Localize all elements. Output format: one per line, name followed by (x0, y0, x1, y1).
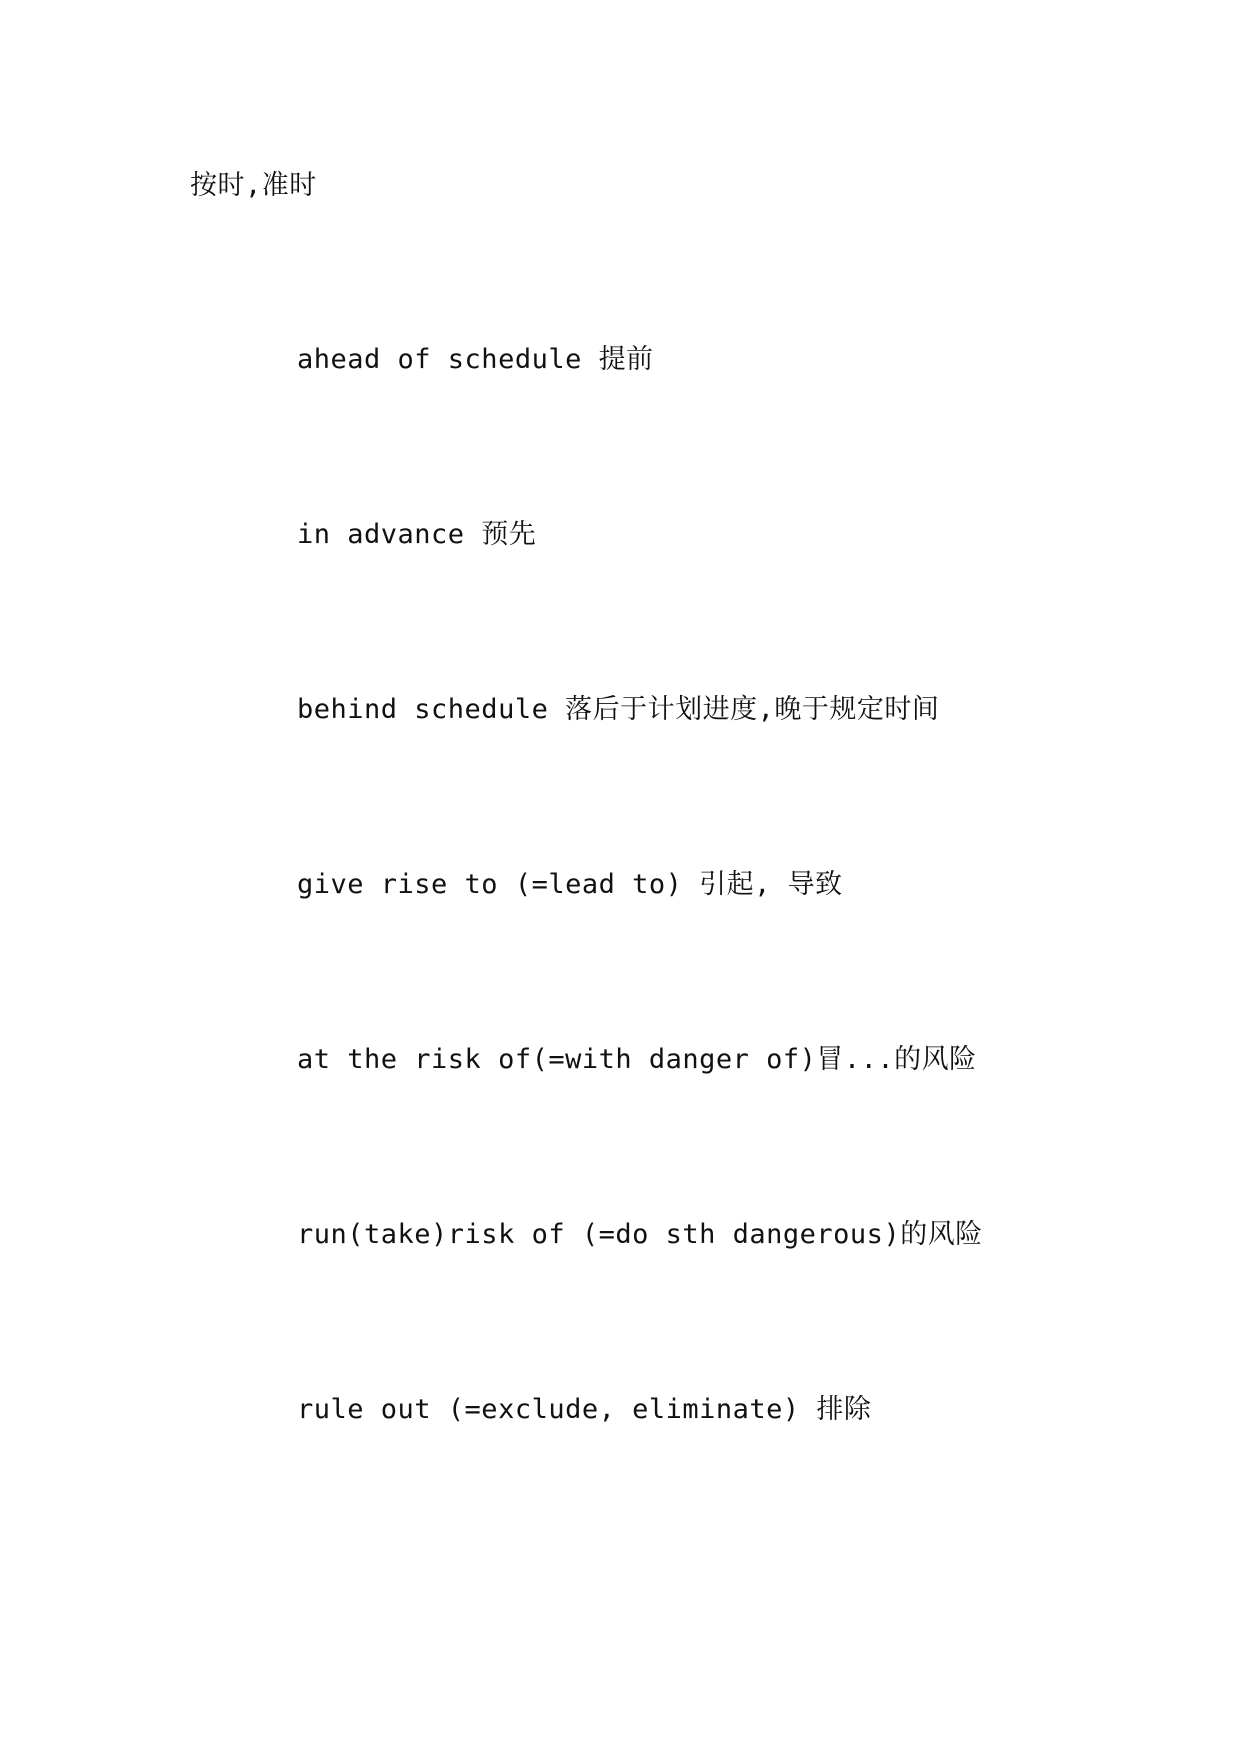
phrase-entry: ahead of schedule 提前 (297, 344, 654, 375)
phrase-entry: rule out (=exclude, eliminate) 排除 (297, 1394, 872, 1425)
phrase-entry: in advance 预先 (297, 519, 537, 550)
text-line: 按时,准时 (190, 170, 317, 201)
phrase-entry: behind schedule 落后于计划进度,晚于规定时间 (297, 694, 940, 725)
phrase-entry: run(take)risk of (=do sth dangerous)的风险 (297, 1219, 983, 1250)
phrase-entry: give rise to (=lead to) 引起, 导致 (297, 869, 843, 900)
phrase-entry: at the risk of(=with danger of)冒...的风险 (297, 1044, 977, 1075)
